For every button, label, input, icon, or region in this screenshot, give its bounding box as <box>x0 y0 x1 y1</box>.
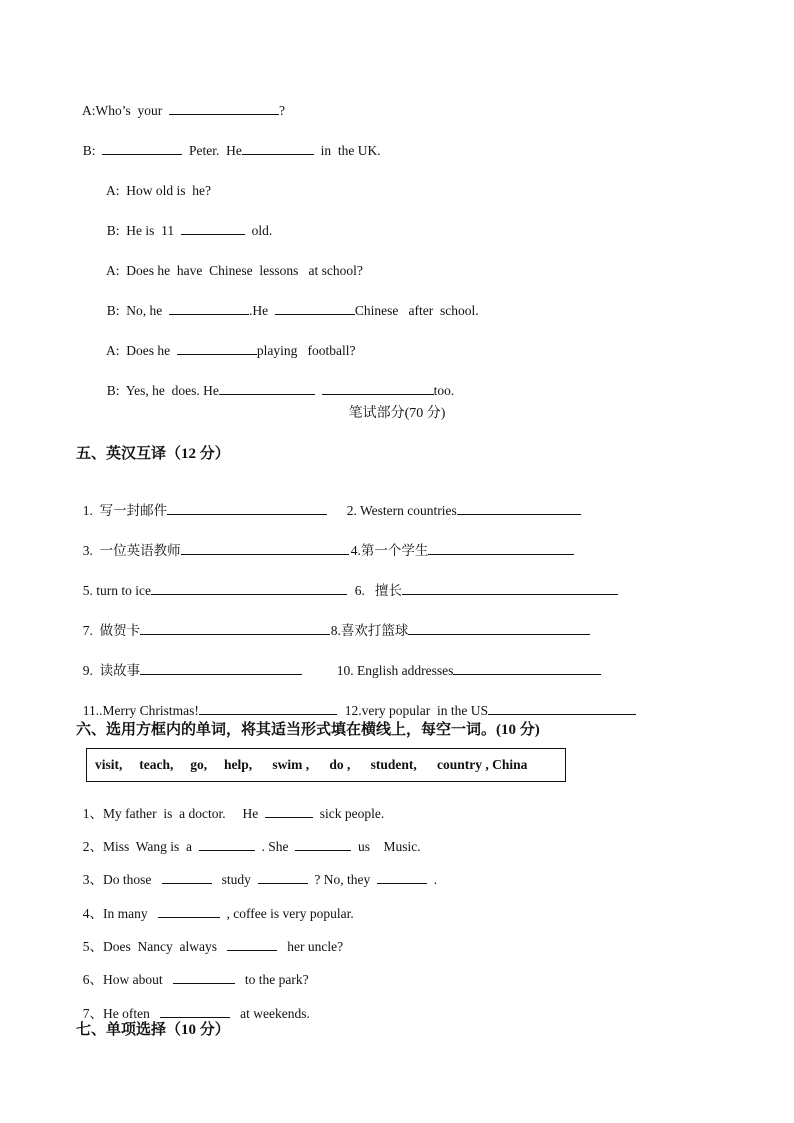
question-text: ? No, they <box>307 872 377 887</box>
answer-blank[interactable] <box>151 582 347 595</box>
answer-blank[interactable] <box>140 622 330 635</box>
answer-blank[interactable] <box>428 542 574 555</box>
fill-question <box>76 887 354 923</box>
answer-blank[interactable] <box>199 838 255 851</box>
translation-item <box>76 604 330 640</box>
question-text: sick people. <box>312 806 385 821</box>
dialogue-line-7 <box>100 324 356 360</box>
answer-blank[interactable] <box>219 382 315 395</box>
dialogue-text: B: Yes, he does. He <box>106 383 219 398</box>
item-text: 6. 擅长 <box>354 583 402 598</box>
item-text: 8.喜欢打篮球 <box>330 623 409 638</box>
fill-question <box>76 953 309 989</box>
answer-blank[interactable] <box>377 871 427 884</box>
dialogue-text: too. <box>433 383 455 398</box>
dialogue-text: .He <box>249 303 275 318</box>
answer-blank[interactable] <box>173 971 235 984</box>
item-text: 12.very popular in the US <box>344 703 488 718</box>
item-text: 10. English addresses <box>336 663 454 678</box>
dialogue-line-6 <box>100 284 479 320</box>
word-bank-text: visit, teach, go, help, swim , do , student, country , China <box>95 757 528 772</box>
answer-blank[interactable] <box>457 502 581 515</box>
answer-blank[interactable] <box>199 702 337 715</box>
question-text: to the park? <box>234 972 309 987</box>
dialogue-text: Peter. He <box>182 143 242 158</box>
dialogue-line-4 <box>100 204 272 240</box>
dialogue-text: A: Does he have Chinese lessons at school? <box>106 263 363 278</box>
dialogue-line-8 <box>100 364 454 400</box>
question-text: 7、He often <box>82 1006 160 1021</box>
answer-blank[interactable] <box>227 938 277 951</box>
answer-blank[interactable] <box>169 102 279 115</box>
item-text: 9. 读故事 <box>82 663 141 678</box>
translation-item <box>338 684 636 720</box>
question-text: . <box>427 872 438 887</box>
answer-blank[interactable] <box>453 662 601 675</box>
answer-blank[interactable] <box>181 222 245 235</box>
dialogue-text: A: How old is he? <box>106 183 212 198</box>
answer-blank[interactable] <box>177 342 257 355</box>
answer-blank[interactable] <box>322 382 434 395</box>
question-text: . She <box>254 839 296 854</box>
translation-item <box>76 564 347 600</box>
answer-blank[interactable] <box>265 805 313 818</box>
written-section-title: 笔试部分(70 分) <box>348 406 446 421</box>
item-text: 7. 做贺卡 <box>82 623 141 638</box>
item-text: 4.第一个学生 <box>350 543 429 558</box>
question-text: study <box>211 872 258 887</box>
question-text: , coffee is very popular. <box>219 906 354 921</box>
question-text: 2、Miss Wang is a <box>82 839 199 854</box>
answer-blank[interactable] <box>408 622 590 635</box>
answer-blank[interactable] <box>160 1005 230 1018</box>
answer-blank[interactable] <box>169 302 249 315</box>
answer-blank[interactable] <box>158 905 220 918</box>
answer-blank[interactable] <box>488 702 636 715</box>
translation-item <box>330 644 601 680</box>
translation-item <box>340 484 581 520</box>
translation-item <box>76 644 302 680</box>
dialogue-text: playing football? <box>256 343 356 358</box>
item-text: 1. 写一封邮件 <box>82 503 168 518</box>
fill-question <box>76 787 384 823</box>
answer-blank[interactable] <box>402 582 618 595</box>
fill-question <box>76 920 343 956</box>
dialogue-line-5 <box>100 244 363 280</box>
section-5-heading: 五、英汉互译（12 分） <box>76 446 230 462</box>
dialogue-text: B: No, he <box>106 303 169 318</box>
word-bank-box <box>86 748 566 782</box>
dialogue-text: Chinese after school. <box>354 303 479 318</box>
dialogue-text: A:Who’s your <box>82 103 170 118</box>
dialogue-text: B: He is 11 <box>106 223 181 238</box>
question-text: 6、How about <box>82 972 173 987</box>
translation-item <box>76 684 337 720</box>
item-text: 2. Western countries <box>346 503 457 518</box>
question-text: us Music. <box>351 839 421 854</box>
question-text: 4、In many <box>82 906 158 921</box>
dialogue-text: in the UK. <box>313 143 381 158</box>
item-text: 3. 一位英语教师 <box>82 543 181 558</box>
answer-blank[interactable] <box>258 871 308 884</box>
dialogue-text: A: Does he <box>106 343 177 358</box>
translation-item <box>76 524 349 560</box>
dialogue-line-3 <box>100 164 211 200</box>
item-text: 5. turn to ice <box>82 583 151 598</box>
translation-item <box>344 524 574 560</box>
translation-item <box>76 484 327 520</box>
answer-blank[interactable] <box>102 142 182 155</box>
answer-blank[interactable] <box>181 542 349 555</box>
answer-blank[interactable] <box>162 871 212 884</box>
answer-blank[interactable] <box>140 662 302 675</box>
dialogue-text: ? <box>279 103 286 118</box>
question-text: her uncle? <box>277 939 344 954</box>
translation-item <box>324 604 590 640</box>
section-6-heading: 六、选用方框内的单词，将其适当形式填在横线上，每空一词。(10 分) <box>76 722 540 738</box>
answer-blank[interactable] <box>275 302 355 315</box>
fill-question <box>76 853 437 889</box>
answer-blank[interactable] <box>295 838 351 851</box>
translation-item <box>348 564 618 600</box>
question-text: at weekends. <box>229 1006 310 1021</box>
question-text: 1、My father is a doctor. He <box>82 806 265 821</box>
dialogue-text: B: <box>82 143 103 158</box>
answer-blank[interactable] <box>167 502 327 515</box>
item-text: 11..Merry Christmas! <box>82 703 199 718</box>
fill-question <box>76 820 421 856</box>
dialogue-text: old. <box>244 223 273 238</box>
question-text: 5、Does Nancy always <box>82 939 228 954</box>
answer-blank[interactable] <box>242 142 314 155</box>
section-7-heading: 七、单项选择（10 分） <box>76 1022 230 1038</box>
dialogue-line-1 <box>76 84 285 120</box>
dialogue-line-2 <box>76 124 381 160</box>
question-text: 3、Do those <box>82 872 162 887</box>
